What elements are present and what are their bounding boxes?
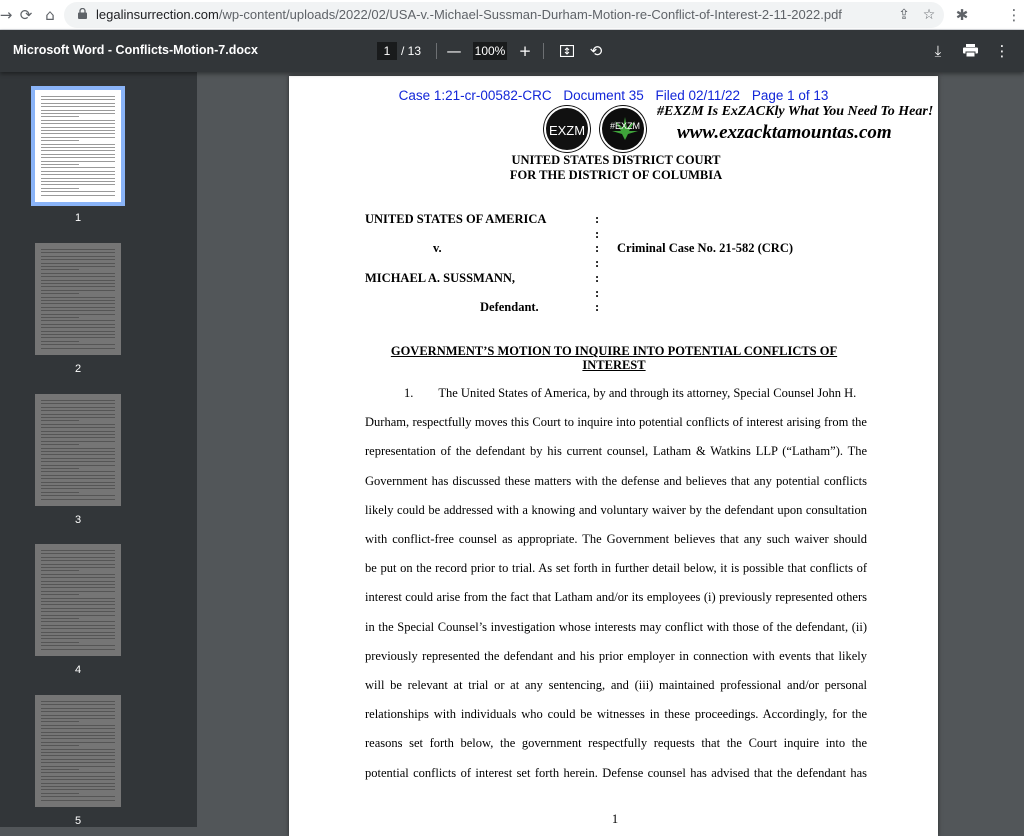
thumbnail-text-line <box>41 434 115 435</box>
thumbnail-text-line <box>41 123 115 124</box>
thumbnail-label: 5 <box>74 815 82 827</box>
thumbnail-text-line <box>41 427 115 428</box>
menu-dots-icon[interactable]: ⋮ <box>1006 6 1022 24</box>
thumbnail-text-line <box>41 461 115 462</box>
thumbnail-text-line <box>41 184 115 185</box>
thumbnail-text-line <box>41 577 115 578</box>
thumbnail-label: 3 <box>74 514 82 526</box>
thumbnail-text-line <box>41 327 115 328</box>
thumbnail-text-line <box>41 127 115 128</box>
toolbar-divider <box>543 43 544 59</box>
caption-plaintiff: UNITED STATES OF AMERICA <box>365 212 547 226</box>
thumbnail-label: 1 <box>74 212 82 224</box>
thumbnail-text-line <box>41 161 115 162</box>
paragraph-line: likely could be addressed with a knowing and voluntary waiver by the defendant upon consultation <box>365 502 867 517</box>
paragraph-line: be put on the record prior to trial. As set forth in further detail below, it is possible that conflicts of <box>365 561 867 576</box>
thumbnail-text-line <box>41 721 79 722</box>
thumbnail-text-line <box>41 482 115 483</box>
thumbnail-text-line <box>41 598 115 599</box>
motion-title <box>369 344 859 372</box>
thumbnail-page-4[interactable] <box>35 544 121 656</box>
caption-versus: v. <box>433 241 442 255</box>
thumbnail-text-line <box>41 495 115 496</box>
thumbnail-text-line <box>41 174 115 175</box>
paragraph-line: with conflict-free counsel as appropriate. The Government believes that any such waiver should <box>365 532 867 546</box>
page-count: Page 1 of 13 <box>751 88 829 103</box>
browser-toolbar <box>0 0 1024 30</box>
thumbnail-text-line <box>41 564 115 565</box>
thumbnail-text-line <box>41 642 79 643</box>
thumbnail-text-line <box>41 649 115 650</box>
thumbnail-text-line <box>41 157 115 158</box>
thumbnail-text-line <box>41 621 115 622</box>
thumbnail-page-2[interactable] <box>35 243 121 355</box>
paragraph-line: Government has discussed these matters with the defense and believes that any potential conflicts <box>365 473 867 488</box>
thumbnail-text-line <box>41 752 115 753</box>
paragraph-line: potential conflicts of interest set forth herein. Defense counsel has advised that the defendant has <box>365 765 867 780</box>
thumbnail-text-line <box>41 171 115 172</box>
motion-title-line: INTEREST <box>582 358 646 372</box>
thumbnail-text-line <box>41 424 115 425</box>
caption-defendant-role: Defendant. <box>480 300 539 314</box>
star-icon[interactable]: ☆ <box>922 7 936 23</box>
thumbnail-text-line <box>41 137 115 138</box>
thumbnail-text-line <box>41 615 115 616</box>
thumbnail-text-line <box>41 635 115 636</box>
thumbnail-text-line <box>41 762 115 763</box>
exzm-hashtag: #EXZM <box>609 121 640 131</box>
toolbar-divider <box>436 43 437 59</box>
rotate-icon[interactable]: ⟲ <box>589 42 603 60</box>
thumbnail-text-line <box>41 766 115 767</box>
thumbnail-text-line <box>41 106 115 107</box>
thumbnail-text-line <box>41 167 115 168</box>
thumbnail-text-line <box>41 283 115 284</box>
thumbnail-text-line <box>41 290 115 291</box>
thumbnail-text-line <box>41 297 115 298</box>
exzm-logo: EXZM <box>544 106 590 152</box>
thumbnail-text-line <box>41 800 115 801</box>
thumbnail-text-line <box>41 331 115 332</box>
thumbnail-text-line <box>41 608 115 609</box>
download-icon[interactable]: ⤓ <box>934 42 942 60</box>
thumbnail-text-line <box>41 181 115 182</box>
caption-colon: : <box>595 286 600 300</box>
thumbnail-text-line <box>41 711 115 712</box>
thumbnail-text-line <box>41 348 115 349</box>
zoom-input[interactable]: 100% <box>474 44 506 58</box>
caption-colon: : <box>595 212 600 226</box>
filed-date: Filed 02/11/22 <box>655 88 741 103</box>
thumbnail-text-line <box>41 147 115 148</box>
zoom-in-icon[interactable]: + <box>518 42 532 60</box>
thumbnail-text-line <box>41 735 115 736</box>
case-number: Case 1:21-cr-00582-CRC <box>398 88 552 103</box>
thumbnail-text-line <box>41 584 115 585</box>
thumbnail-text-line <box>41 273 115 274</box>
thumbnail-text-line <box>41 645 115 646</box>
thumbnail-text-line <box>41 400 115 401</box>
pdf-page <box>289 76 938 836</box>
thumbnail-text-line <box>41 103 115 104</box>
thumbnail-text-line <box>41 191 115 192</box>
url-text[interactable] <box>96 7 842 22</box>
thumbnail-text-line <box>41 96 115 97</box>
paragraph-line: 1. The United States of America, by and through its attorney, Special Counsel John H. <box>404 386 857 400</box>
paragraph-line: previously represented the defendant and his prior employer in connection with events that likely <box>365 648 867 663</box>
thumbnail-text-line <box>41 164 79 165</box>
thumbnail-text-line <box>41 728 115 729</box>
thumbnail-text-line <box>41 567 115 568</box>
thumbnail-text-line <box>41 324 115 325</box>
page-number-input[interactable]: 1 <box>377 42 397 60</box>
thumbnail-text-line <box>41 300 115 301</box>
thumbnail-text-line <box>41 410 115 411</box>
page-total: / 13 <box>401 44 422 58</box>
thumbnail-text-line <box>41 403 115 404</box>
thumbnail-text-line <box>41 417 115 418</box>
thumbnail-label: 4 <box>74 664 82 676</box>
thumbnail-text-line <box>41 140 79 141</box>
url-path: /wp-content/uploads/2022/02/USA-v.-Michael-Sussman-Durham-Motion-re-Conflict-of-Interest-2-11-2022.pdf <box>218 7 842 22</box>
caption-case-number: Criminal Case No. 21-582 (CRC) <box>617 241 794 255</box>
exzm-leaf-logo <box>600 106 646 152</box>
thumbnail-text-line <box>41 256 115 257</box>
thumbnail-text-line <box>41 591 115 592</box>
thumbnail-text-line <box>41 280 115 281</box>
thumbnail-text-line <box>41 718 115 719</box>
thumbnail-text-line <box>41 133 115 134</box>
thumbnail-text-line <box>41 337 115 338</box>
thumbnail-text-line <box>41 465 115 466</box>
thumbnail-text-line <box>41 286 115 287</box>
thumbnail-text-line <box>41 779 115 780</box>
thumbnail-text-line <box>41 407 115 408</box>
thumbnail-text-line <box>41 113 115 114</box>
thumbnail-text-line <box>41 550 115 551</box>
thumbnail-text-line <box>41 471 115 472</box>
thumbnail-text-line <box>41 611 115 612</box>
thumbnail-text-line <box>41 594 79 595</box>
print-icon[interactable] <box>959 40 981 62</box>
court-district: FOR THE DISTRICT OF COLUMBIA <box>509 168 723 182</box>
thumbnail-page-3[interactable] <box>35 394 121 506</box>
thumbnail-text-line <box>41 344 115 345</box>
page-number: 1 <box>611 812 619 826</box>
thumbnail-text-line <box>41 793 79 794</box>
thumbnail-text-line <box>41 120 115 121</box>
thumbnail-text-line <box>41 437 115 438</box>
thumbnail-text-line <box>41 454 115 455</box>
thumbnail-text-line <box>41 625 115 626</box>
thumbnail-text-line <box>41 276 115 277</box>
address-bar[interactable] <box>64 2 944 28</box>
paragraph-line: Durham, respectfully moves this Court to inquire into potential conflicts of interest arising from the <box>365 415 867 430</box>
exzm-tagline: #EXZM Is ExZACKly What You Need To Hear! <box>657 104 934 119</box>
thumbnail-text-line <box>41 414 115 415</box>
thumbnail-text-line <box>41 249 115 250</box>
thumbnail-text-line <box>41 553 115 554</box>
thumbnail-text-line <box>41 110 115 111</box>
thumbnail-text-line <box>41 776 115 777</box>
thumbnail-text-line <box>41 783 115 784</box>
thumbnail-text-line <box>41 420 79 421</box>
thumbnail-text-line <box>41 314 115 315</box>
thumbnail-label: 2 <box>74 363 82 375</box>
thumbnail-text-line <box>41 560 115 561</box>
thumbnail-text-line <box>41 759 115 760</box>
thumbnail-text-line <box>41 488 115 489</box>
thumbnail-text-line <box>41 581 115 582</box>
thumbnail-text-line <box>41 796 115 797</box>
thumbnail-text-line <box>41 738 115 739</box>
thumbnail-text-line <box>41 195 115 196</box>
thumbnail-text-line <box>41 441 115 442</box>
caption-colon: : <box>595 271 600 285</box>
thumbnail-text-line <box>41 458 115 459</box>
court-name: UNITED STATES DISTRICT COURT <box>511 153 721 167</box>
thumbnail-text-line <box>41 772 115 773</box>
thumbnail-text-line <box>41 431 115 432</box>
thumbnail-text-line <box>41 732 115 733</box>
thumbnail-text-line <box>41 492 79 493</box>
fit-page-icon[interactable] <box>556 40 578 62</box>
caption-colon: : <box>595 256 600 270</box>
thumbnail-text-line <box>41 485 115 486</box>
thumbnail-text-line <box>41 252 115 253</box>
thumbnail-text-line <box>41 259 115 260</box>
thumbnail-text-line <box>41 755 115 756</box>
thumbnail-text-line <box>41 769 79 770</box>
thumbnail-text-line <box>41 266 115 267</box>
thumbnail-text-line <box>41 745 79 746</box>
thumbnail-text-line <box>41 749 115 750</box>
document-title: Microsoft Word - Conflicts-Motion-7.docx <box>13 43 258 57</box>
thumbnail-text-line <box>41 451 115 452</box>
document-number: Document 35 <box>563 88 644 103</box>
thumbnail-text-line <box>41 786 115 787</box>
paragraph-line: in the Special Counsel’s investigation whose interests may conflict with those of the defendant, (ii) <box>365 619 867 634</box>
thumbnail-text-line <box>41 574 115 575</box>
thumbnail-text-line <box>41 701 115 702</box>
thumbnail-text-line <box>41 444 79 445</box>
thumbnail-text-line <box>41 708 115 709</box>
paragraph-line: will be relevant at trial or at any sentencing, and (iii) maintained professional and/or personal <box>365 678 867 692</box>
thumbnail-text-line <box>41 725 115 726</box>
caption-defendant-name: MICHAEL A. SUSSMANN, <box>365 271 516 285</box>
thumbnail-text-line <box>41 448 115 449</box>
thumbnail-text-line <box>41 317 79 318</box>
exzm-website: www.exzacktamountas.com <box>677 122 892 143</box>
reload-icon[interactable]: ⟳ <box>19 6 33 24</box>
thumbnail-text-line <box>41 150 115 151</box>
thumbnail-text-line <box>41 632 115 633</box>
thumbnail-text-line <box>41 154 115 155</box>
back-arrow-icon[interactable]: → <box>0 6 13 24</box>
thumbnail-text-line <box>41 478 115 479</box>
ecf-header-stamp <box>289 88 938 103</box>
thumbnail-text-line <box>41 320 115 321</box>
thumbnail-text-line <box>41 303 115 304</box>
thumbnail-text-line <box>41 628 115 629</box>
thumbnail-text-line <box>41 144 115 145</box>
thumbnail-text-line <box>41 263 115 264</box>
thumbnail-text-line <box>41 715 115 716</box>
thumbnail-text-line <box>41 789 115 790</box>
thumbnail-page-1[interactable] <box>35 90 121 202</box>
thumbnail-text-line <box>41 293 79 294</box>
motion-title-line: GOVERNMENT’S MOTION TO INQUIRE INTO POTENTIAL CONFLICTS OF <box>390 344 838 358</box>
thumbnail-text-line <box>41 570 79 571</box>
caption-colon: : <box>595 227 600 241</box>
thumbnail-text-line <box>41 604 115 605</box>
thumbnail-text-line <box>41 704 115 705</box>
thumbnail-text-line <box>41 587 115 588</box>
thumbnail-text-line <box>41 499 115 500</box>
thumbnail-text-line <box>41 475 115 476</box>
thumbnail-text-line <box>41 557 115 558</box>
pdf-toolbar <box>0 30 1024 72</box>
share-icon[interactable]: ⇪ <box>898 7 910 23</box>
thumbnail-text-line <box>41 310 115 311</box>
thumbnail-text-line <box>41 116 79 117</box>
zoom-out-icon[interactable]: — <box>446 42 462 60</box>
caption-colon: : <box>595 241 600 255</box>
thumbnail-text-line <box>41 742 115 743</box>
thumbnail-text-line <box>41 341 79 342</box>
thumbnail-text-line <box>41 188 79 189</box>
thumbnail-sidebar <box>0 72 197 827</box>
thumbnail-text-line <box>41 178 115 179</box>
extensions-icon[interactable]: ✱ <box>955 6 969 24</box>
thumbnail-text-line <box>41 638 115 639</box>
home-icon[interactable]: ⌂ <box>45 6 55 24</box>
thumbnail-text-line <box>41 601 115 602</box>
paragraph-line: relationships with individuals who could be witnesses in these proceedings. Accordingly, for the <box>365 707 867 722</box>
lock-icon[interactable] <box>78 8 87 19</box>
thumbnail-text-line <box>41 618 79 619</box>
more-icon[interactable]: ⋮ <box>994 42 1010 60</box>
paragraph-line: representation of the defendant by his current counsel, Latham & Watkins LLP (“Latham”). The <box>365 444 867 459</box>
thumbnail-text-line <box>41 130 115 131</box>
thumbnail-text-line <box>41 269 79 270</box>
thumbnail-text-line <box>41 307 115 308</box>
thumbnail-text-line <box>41 334 115 335</box>
caption-colon: : <box>595 300 600 314</box>
thumbnail-text-line <box>41 468 79 469</box>
paragraph-line: interest could arise from the fact that Latham and/or its employees (i) previously represented others <box>365 590 867 605</box>
paragraph-line: reasons set forth below, the government respectfully requests that the Court inquire into the <box>365 736 867 751</box>
url-host: legalinsurrection.com <box>96 7 219 22</box>
thumbnail-text-line <box>41 99 115 100</box>
thumbnail-page-5[interactable] <box>35 695 121 807</box>
